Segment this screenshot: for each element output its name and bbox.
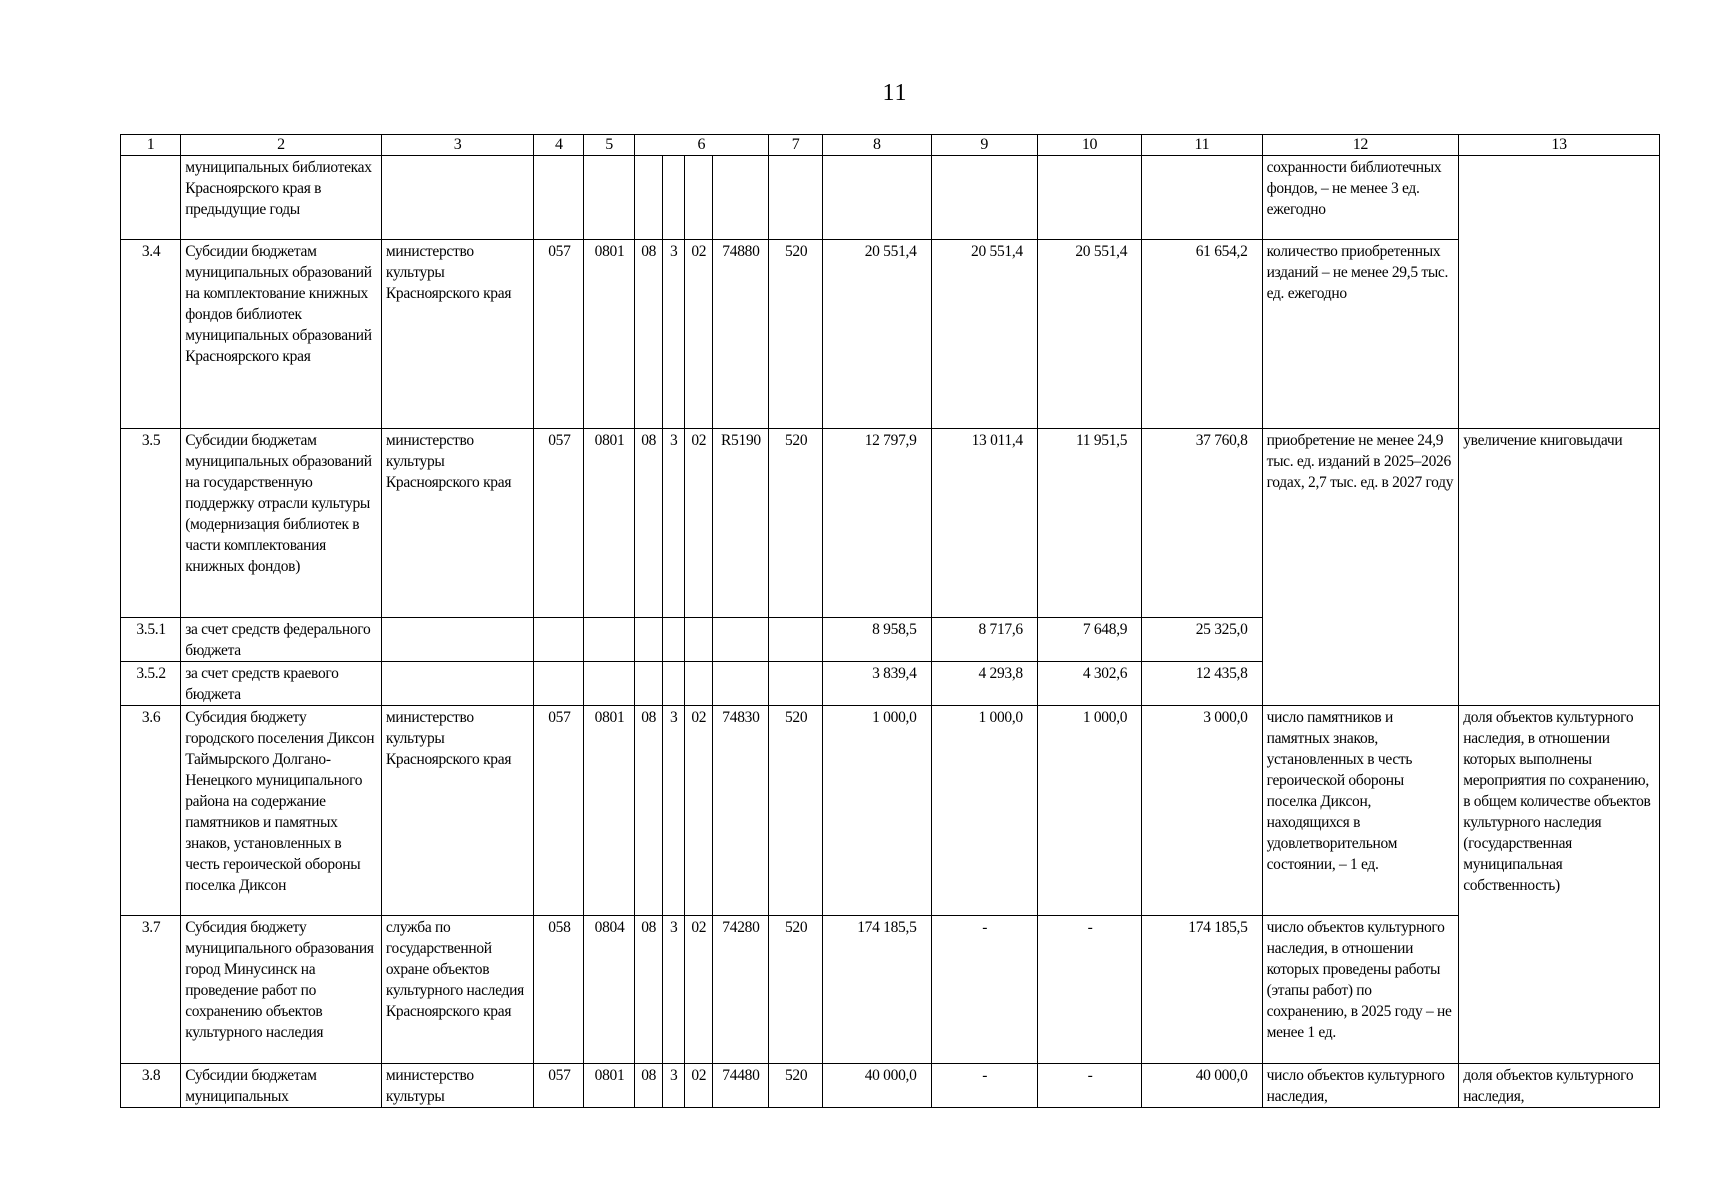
amount-cell: 12 797,9 (823, 429, 931, 618)
code-cell: 74480 (712, 1064, 768, 1108)
indicator-cell (1459, 156, 1660, 429)
amount-cell: - (931, 916, 1037, 1064)
amount-cell: 4 302,6 (1037, 662, 1141, 706)
amount-cell: 13 011,4 (931, 429, 1037, 618)
code-cell: 520 (769, 1064, 823, 1108)
code-cell: R5190 (712, 429, 768, 618)
measure-name: Субсидия бюджету муниципального образования город Минусинск на проведение работ по сохранению объектов культурного наследия (181, 916, 382, 1064)
amount-cell: 174 185,5 (1142, 916, 1262, 1064)
row-number: 3.5 (121, 429, 181, 618)
measure-name: Субсидии бюджетам муниципальных (181, 1064, 382, 1108)
amount-cell: 12 435,8 (1142, 662, 1262, 706)
code-cell: 057 (534, 429, 584, 618)
table-row (121, 429, 1660, 618)
code-cell: 520 (769, 240, 823, 429)
header-cell: 7 (769, 135, 823, 156)
indicator-text: увеличение книговыдачи (1459, 429, 1660, 706)
code-cell: 057 (534, 1064, 584, 1108)
code-cell: 0801 (584, 1064, 634, 1108)
code-cell: 08 (634, 706, 662, 916)
code-cell: 058 (534, 916, 584, 1064)
code-cell: 02 (684, 706, 712, 916)
amount-cell: 40 000,0 (1142, 1064, 1262, 1108)
row-number: 3.5.2 (121, 662, 181, 706)
amount-cell: 8 717,6 (931, 618, 1037, 662)
amount-cell: 37 760,8 (1142, 429, 1262, 618)
executor: министерство культуры Красноярского края (381, 706, 533, 916)
code-cell: 3 (662, 706, 684, 916)
header-cell: 6 (634, 135, 768, 156)
amount-cell: 8 958,5 (823, 618, 931, 662)
row-number: 3.7 (121, 916, 181, 1064)
executor: министерство культуры Красноярского края (381, 240, 533, 429)
measure-name: Субсидия бюджету городского поселения Диксон Таймырского Долгано-Ненецкого муниципального района на содержание памятников и памятных знаков, установленных в честь героической обороны поселка Диксон (181, 706, 382, 916)
page-number: 11 (882, 80, 908, 106)
measure-name: Субсидии бюджетам муниципальных образований на комплектование книжных фондов библиотек муниципальных образований Красноярского края (181, 240, 382, 429)
measure-name: за счет средств краевого бюджета (181, 662, 382, 706)
result-text: число объектов культурного наследия, (1262, 1064, 1459, 1108)
code-cell: 02 (684, 1064, 712, 1108)
header-cell: 1 (121, 135, 181, 156)
code-cell: 520 (769, 429, 823, 618)
executor: министерство культуры (381, 1064, 533, 1108)
program-table (120, 134, 1660, 1108)
amount-cell: 1 000,0 (931, 706, 1037, 916)
amount-cell: 1 000,0 (823, 706, 931, 916)
indicator-text: доля объектов культурного наследия, в отношении которых выполнены мероприятия по сохранению, в общем количестве объектов культурного наследия (государственная муниципальная собственность) (1459, 706, 1660, 1064)
amount-cell: 20 551,4 (1037, 240, 1141, 429)
row-number: 3.8 (121, 1064, 181, 1108)
code-cell: 74880 (712, 240, 768, 429)
table-row (121, 240, 1660, 429)
header-cell: 13 (1459, 135, 1660, 156)
indicator-text: доля объектов культурного наследия, (1459, 1064, 1660, 1108)
code-cell: 74280 (712, 916, 768, 1064)
amount-cell: - (1037, 1064, 1141, 1108)
amount-cell: 20 551,4 (823, 240, 931, 429)
code-cell: 08 (634, 429, 662, 618)
code-cell: 08 (634, 240, 662, 429)
table-row (121, 916, 1660, 1064)
amount-cell: 61 654,2 (1142, 240, 1262, 429)
amount-cell: 20 551,4 (931, 240, 1037, 429)
amount-cell: 40 000,0 (823, 1064, 931, 1108)
code-cell: 0801 (584, 240, 634, 429)
code-cell: 02 (684, 916, 712, 1064)
header-cell: 11 (1142, 135, 1262, 156)
header-row (121, 135, 1660, 156)
amount-cell: - (1037, 916, 1141, 1064)
code-cell: 02 (684, 429, 712, 618)
amount-cell: 11 951,5 (1037, 429, 1141, 618)
row-number: 3.4 (121, 240, 181, 429)
table-row (121, 1064, 1660, 1108)
header-cell: 9 (931, 135, 1037, 156)
code-cell: 057 (534, 706, 584, 916)
header-cell: 2 (181, 135, 382, 156)
result-text: число объектов культурного наследия, в отношении которых проведены работы (этапы работ) по сохранению, в 2025 году – не менее 1 ед. (1262, 916, 1459, 1064)
code-cell: 0801 (584, 706, 634, 916)
amount-cell: 1 000,0 (1037, 706, 1141, 916)
row-number: 3.5.1 (121, 618, 181, 662)
code-cell: 74830 (712, 706, 768, 916)
table-row (121, 706, 1660, 916)
code-cell: 3 (662, 916, 684, 1064)
measure-name: муниципальных библиотеках Красноярского края в предыдущие годы (181, 156, 382, 240)
table-row (121, 156, 1660, 240)
code-cell: 08 (634, 916, 662, 1064)
code-cell: 0804 (584, 916, 634, 1064)
header-cell: 3 (381, 135, 533, 156)
result-text: количество приобретенных изданий – не менее 29,5 тыс. ед. ежегодно (1262, 240, 1459, 429)
result-text: число памятников и памятных знаков, установленных в честь героической обороны поселка Диксон, находящихся в удовлетворительном состоянии, – 1 ед. (1262, 706, 1459, 916)
result-text: сохранности библиотечных фондов, – не менее 3 ед. ежегодно (1262, 156, 1459, 240)
code-cell: 520 (769, 916, 823, 1064)
code-cell: 3 (662, 429, 684, 618)
header-cell: 10 (1037, 135, 1141, 156)
code-cell: 08 (634, 1064, 662, 1108)
amount-cell: 3 000,0 (1142, 706, 1262, 916)
header-cell: 8 (823, 135, 931, 156)
measure-name: Субсидии бюджетам муниципальных образований на государственную поддержку отрасли культуры (модернизация библиотек в части комплектования книжных фондов) (181, 429, 382, 618)
row-number: 3.6 (121, 706, 181, 916)
code-cell: 3 (662, 240, 684, 429)
amount-cell: 25 325,0 (1142, 618, 1262, 662)
header-cell: 4 (534, 135, 584, 156)
amount-cell: 174 185,5 (823, 916, 931, 1064)
amount-cell: - (931, 1064, 1037, 1108)
code-cell: 057 (534, 240, 584, 429)
amount-cell: 3 839,4 (823, 662, 931, 706)
result-text: приобретение не менее 24,9 тыс. ед. изданий в 2025–2026 годах, 2,7 тыс. ед. в 2027 году (1262, 429, 1459, 706)
code-cell: 02 (684, 240, 712, 429)
header-cell: 12 (1262, 135, 1459, 156)
executor: министерство культуры Красноярского края (381, 429, 533, 618)
code-cell: 520 (769, 706, 823, 916)
measure-name: за счет средств федерального бюджета (181, 618, 382, 662)
code-cell: 3 (662, 1064, 684, 1108)
executor: служба по государственной охране объектов культурного наследия Красноярского края (381, 916, 533, 1064)
code-cell: 0801 (584, 429, 634, 618)
amount-cell: 4 293,8 (931, 662, 1037, 706)
header-cell: 5 (584, 135, 634, 156)
amount-cell: 7 648,9 (1037, 618, 1141, 662)
